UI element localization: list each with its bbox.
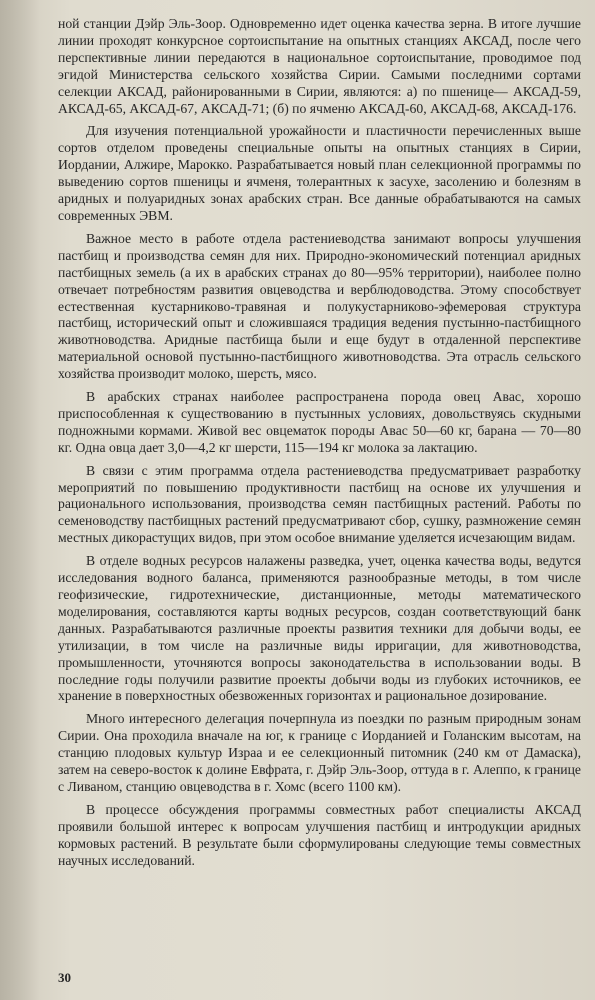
- paragraph-pasture-program: В связи с этим программа отдела растениеводства предусматривает разработку мероприятий по повышению продуктивности пастбищ на основе их улучшения и рационального использования, производства семян пастбищных растений. Работы по семеноводству пастбищных растений предусматривают сбор, сушку, размножение семян местных дикорастущих видов, при этом особое внимание уделяется исчезающим видам.: [58, 462, 581, 546]
- page-number: 30: [58, 970, 71, 985]
- paragraph-water-resources: В отделе водных ресурсов налажены разведка, учет, оценка качества воды, ведутся исследования водного баланса, применяются разнообразные методы, в том числе геофизические, гидротехнические, дистанционные, методы математического моделирования, составляются карты водных ресурсов, создан соответствующий банк данных. Разрабатываются различные проекты развития техники для добычи воды, ее утилизации, в том числе на различные виды ирригации, для животноводства, промышленности, уточняются вопросы законодательства в использовании воды. В последние годы получили развитие проекты добычи воды из глубоких источников, ее хранение в поверхностных обезвоженных горизонтах и рациональное дозирование.: [58, 553, 581, 704]
- paragraph-delegation-trip: Много интересного делегация почерпнула из поездки по разным природным зонам Сирии. Она проходила вначале на юг, к границе с Иорданией и Голанским высотам, на станцию плодовых культур Израа и ее селекционный питомник (240 км от Дамаска), затем на северо-восток к долине Евфрата, г. Дэйр Эль-Зоор, оттуда в г. Алеппо, к границе с Ливаном, станцию овцеводства в г. Хомс (всего 1100 км).: [58, 711, 581, 794]
- paragraph-yield-trials: Для изучения потенциальной урожайности и пластичности перечисленных выше сортов отделом проведены специальные опыты на опытных станциях в Сирии, Иордании, Алжире, Марокко. Разрабатывается новый план селекционной программы по выведению сортов пшеницы и ячменя, толерантных к засухе, засолению и болезням в аридных и полуаридных зонах арабских стран. Все данные обрабатываются на самых современных ЭВМ.: [58, 123, 581, 223]
- paragraph-wheat-varieties: ной станции Дэйр Эль-Зоор. Одновременно идет оценка качества зерна. В итоге лучшие линии проходят конкурсное сортоиспытание на опытных станциях АКСАД, после чего перспективные линии передаются в национальное сортоиспытание, проводимое под эгидой Министерства сельского хозяйства Сирии. Самыми последними сортами селекции АКСАД, районированными в Сирии, являются: а) по пшенице— АКСАД-59, АКСАД-65, АКСАД-67, АКСАД-71; (б) по ячменю АКСАД-60, АКСАД-68, АКСАД-176.: [58, 16, 581, 116]
- paragraph-awassi-sheep: В арабских странах наиболее распространена порода овец Авас, хорошо приспособленная к существованию в пустынных условиях, довольствуясь скудными подножными кормами. Живой вес овцематок породы Авас 50—60 кг, барана — 70—80 кг. Одна овца дает 3,0—4,2 кг шерсти, 115—194 кг молока за лактацию.: [58, 389, 581, 455]
- paragraph-joint-research: В процессе обсуждения программы совместных работ специалисты АКСАД проявили большой интерес к вопросам улучшения пастбищ и интродукции аридных кормовых растений. В результате были сформулированы следующие темы совместных научных исследований.: [58, 801, 581, 868]
- paragraph-pasture-improvement: Важное место в работе отдела растениеводства занимают вопросы улучшения пастбищ и производства семян для них. Природно-экономический потенциал аридных пастбищных земель (а их в арабских странах до 80—95% территории), наиболее полно отвечает потребностям развития овцеводства и верблюдоводства. Этому способствует естественная кустарниково-травяная и полукустарниково-эфемеровая структура пастбищ, исторический опыт и сложившаяся традиция ведения пустынно-пастбищного животноводства. Аридные пастбища были и еще будут в отдаленной перспективе материальной основой пустынно-пастбищного животноводства. Эта отрасль сельского хозяйства производит молоко, шерсть, мясо.: [58, 230, 581, 382]
